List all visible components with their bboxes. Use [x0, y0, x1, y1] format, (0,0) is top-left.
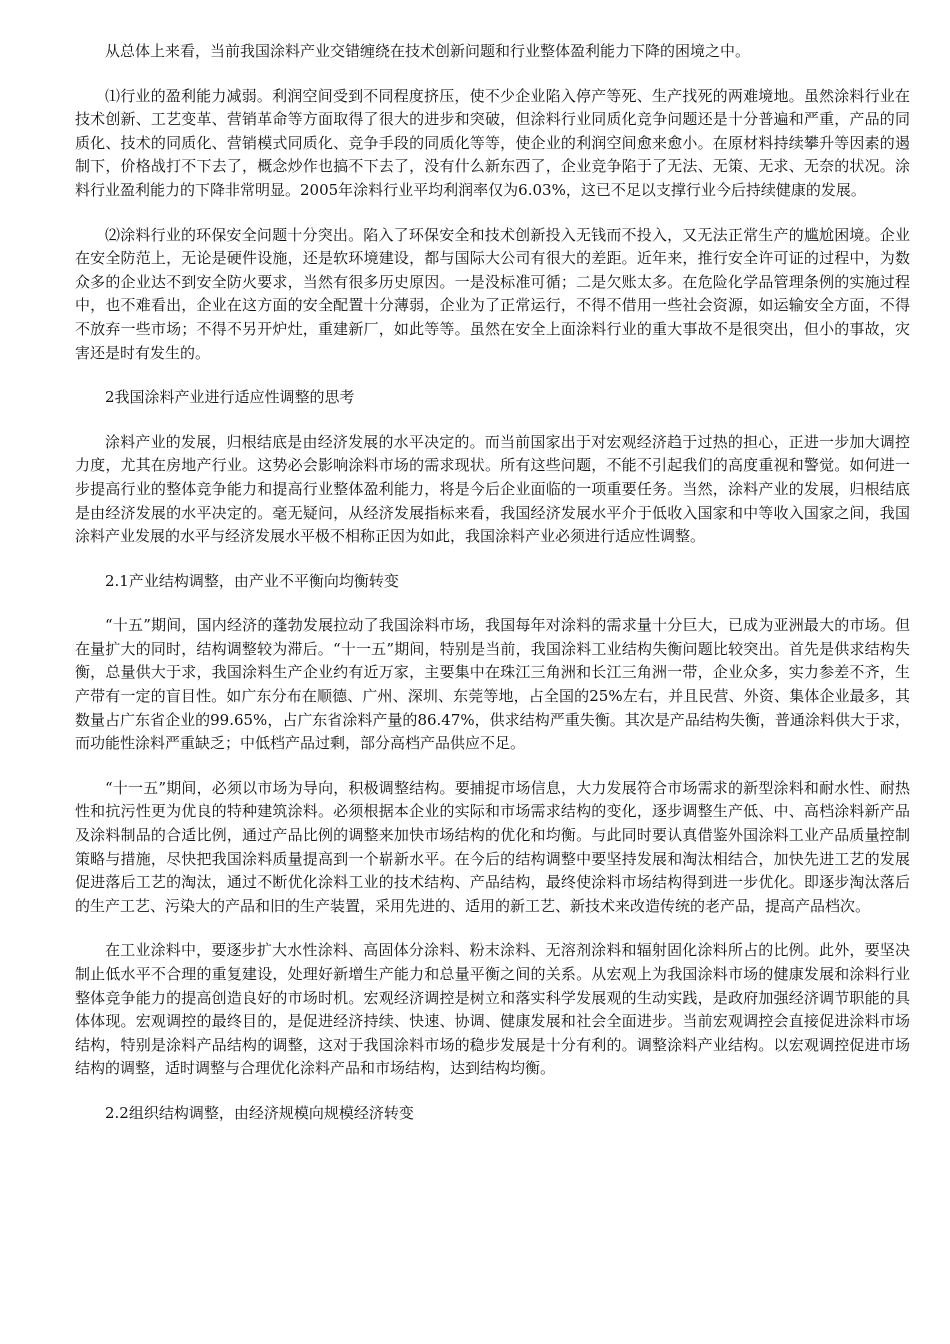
section-heading-2-2: 2.2组织结构调整，由经济规模向规模经济转变	[105, 1103, 414, 1122]
eleventh-five-year-paragraph: “十一五”期间，必须以市场为导向，积极调整结构。要捕捉市场信息，大力发展符合市场需求的新型涂料和耐水性、耐热性和抗污性更为优良的特种建筑涂料。必须根据本企业的实际和市场需求结构的变化，逐步调整生产低、中、高档涂料新产品及涂料制品的合适比例，通过产品比例的调整来加快市场结构的优化和均衡。与此同时要认真借鉴外国涂料工业产品质量控制策略与措施，尽快把我国涂料质量提高到一个崭新水平。在今后的结构调整中要坚持发展和淘汰相结合，加快先进工艺的发展促进落后工艺的淘汰，通过不断优化涂料工业的技术结构、产品结构，最终使涂料市场结构得到进一步优化。即逐步淘汰落后的生产工艺、污染大的产品和旧的生产装置，采用先进的、适用的新工艺、新技术来改造传统的老产品，提高产品档次。	[75, 778, 910, 915]
profitability-paragraph: ⑴行业的盈利能力减弱。利润空间受到不同程度挤压，使不少企业陷入停产等死、生产找死的两难境地。虽然涂料行业在技术创新、工艺变革、营销革命等方面取得了很大的进步和突破，但涂料行业同质化竞争问题还是十分普遍和严重，产品的同质化、技术的同质化、营销模式同质化、竞争手段的同质化等等，使企业的利润空间愈来愈小。在原材料持续攀升等因素的遏制下，价格战打不下去了，概念炒作也搞不下去了，没有什么新东西了，企业竞争陷于了无法、无策、无求、无奈的状况。涂料行业盈利能力的下降非常明显。2005年涂料行业平均利润率仅为6.03%，这已不足以支撑行业今后持续健康的发展。	[75, 86, 910, 199]
document-page	[75, 40, 910, 1147]
industrial-coatings-paragraph: 在工业涂料中，要逐步扩大水性涂料、高固体分涂料、粉末涂料、无溶剂涂料和辐射固化涂料所占的比例。此外，要坚决制止低水平不合理的重复建设，处理好新增生产能力和总量平衡之间的关系。从宏观上为我国涂料市场的健康发展和涂料行业整体竞争能力的提高创造良好的市场时机。宏观经济调控是树立和落实科学发展观的生动实践，是政府加强经济调节职能的具体体现。宏观调控的最终目的，是促进经济持续、快速、协调、健康发展和社会全面进步。当前宏观调控会直接促进涂料市场结构，特别是涂料产品结构的调整，这对于我国涂料市场的稳步发展是十分有利的。调整涂料产业结构。以宏观调控促进市场结构的调整，适时调整与合理优化涂料产品和市场结构，达到结构均衡。	[75, 941, 910, 1078]
section-heading-2: 2我国涂料产业进行适应性调整的思考	[105, 388, 355, 407]
adjustment-paragraph: 涂料产业的发展，归根结底是由经济发展的水平决定的。而当前国家出于对宏观经济趋于过热的担心，正进一步加大调控力度，尤其在房地产行业。这势必会影响涂料市场的需求现状。所有这些问题，不能不引起我们的高度重视和警觉。如何进一步提高行业的整体竞争能力和提高行业整体盈利能力，将是今后企业面临的一项重要任务。当然，涂料产业的发展，归根结底是由经济发展的水平决定的。毫无疑问，从经济发展指标来看，我国经济发展水平介于低收入国家和中等收入国家之间，我国涂料产业发展的水平与经济发展水平极不相称正因为如此，我国涂料产业必须进行适应性调整。	[75, 432, 910, 546]
safety-paragraph: ⑵涂料行业的环保安全问题十分突出。陷入了环保安全和技术创新投入无钱而不投入，又无法正常生产的尴尬困境。企业在安全防范上，无论是硬件设施，还是软环境建设，都与国际大公司有很大的差距。近年来，推行安全许可证的过程中，为数众多的企业达不到安全防火要求，当然有很多历史原因。一是没标准可循；二是欠账太多。在危险化学品管理条例的实施过程中，也不难看出，企业在这方面的安全配置十分薄弱，企业为了正常运行，不得不借用一些社会资源，如运输安全方面，不得不放弃一些市场；不得不另开炉灶，重建新厂，如此等等。虽然在安全上面涂料行业的重大事故不是很突出，但小的事故，灾害还是时有发生的。	[75, 225, 910, 362]
tenth-five-year-paragraph: “十五”期间，国内经济的蓬勃发展拉动了我国涂料市场，我国每年对涂料的需求量十分巨大，已成为亚洲最大的市场。但在量扩大的同时，结构调整较为滞后。“十一五”期间，特别是当前，我国涂料工业结构失衡问题比较突出。首先是供求结构失衡，总量供大于求，我国涂料生产企业约有近万家，主要集中在珠江三角洲和长江三角洲一带，企业众多，实力参差不齐，生产带有一定的盲目性。如广东分布在顺德、广州、深圳、东莞等地，占全国的25%左右，并且民营、外资、集体企业最多，其数量占广东省企业的99.65%，占广东省涂料产量的86.47%，供求结构严重失衡。其次是产品结构失衡，普通涂料供大于求，而功能性涂料严重缺乏；中低档产品过剩，部分高档产品供应不足。	[75, 616, 910, 753]
intro-paragraph: 从总体上来看，当前我国涂料产业交错缠绕在技术创新问题和行业整体盈利能力下降的困境之中。	[105, 42, 751, 60]
section-heading-2-1: 2.1产业结构调整，由产业不平衡向均衡转变	[105, 571, 399, 590]
